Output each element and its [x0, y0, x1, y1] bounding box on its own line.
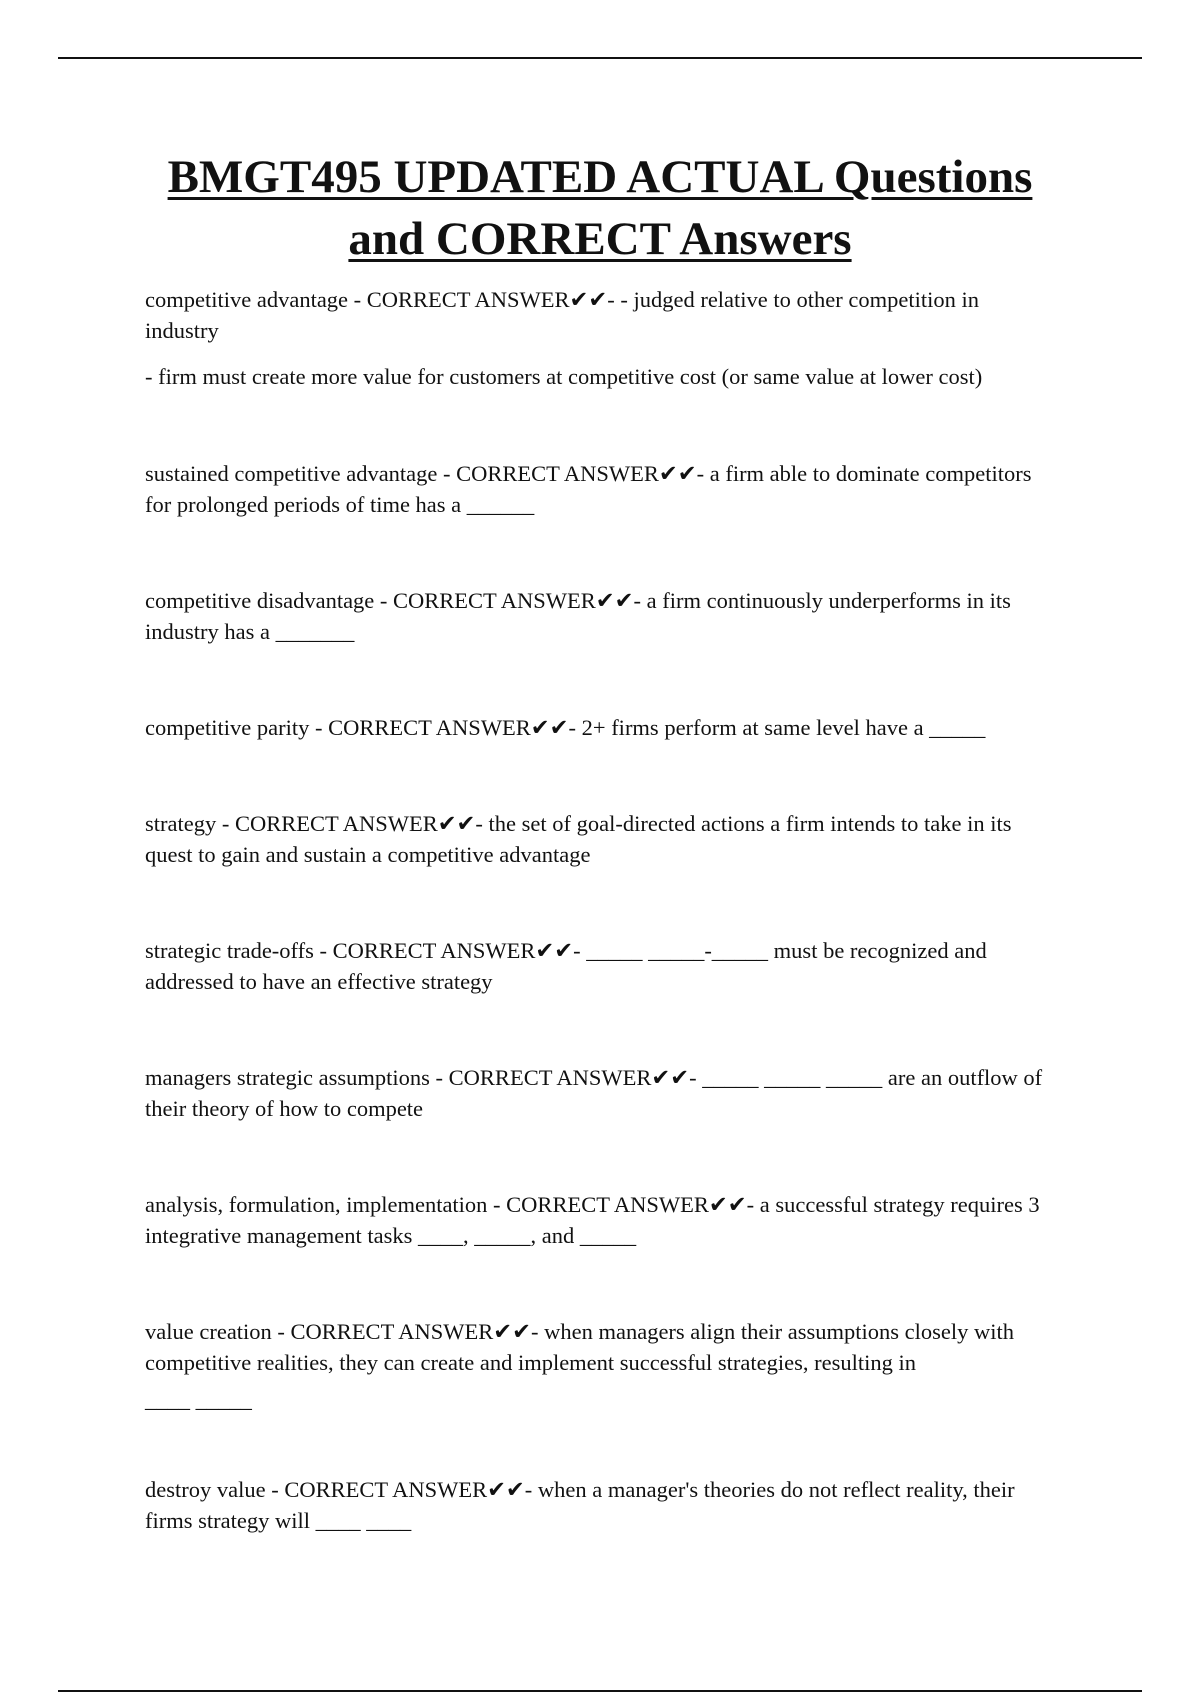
qa-entry-competitive-advantage: competitive advantage - CORRECT ANSWER✔✔- - judged relative to other competition in industry	[145, 287, 979, 343]
qa-entry-competitive-parity: competitive parity - CORRECT ANSWER✔✔- 2+ firms perform at same level have a _____	[145, 715, 986, 740]
qa-entry-value-creation-blank: ____ _____	[145, 1387, 252, 1412]
qa-entry-analysis-formulation-implementation: analysis, formulation, implementation - CORRECT ANSWER✔✔- a successful strategy requires 3 integrative management tasks ____, _____, and _____	[145, 1192, 1040, 1248]
title-line-1: BMGT495 UPDATED ACTUAL Questions	[167, 151, 1033, 203]
qa-entry-strategy: strategy - CORRECT ANSWER✔✔- the set of goal-directed actions a firm intends to take in its quest to gain and sustain a competitive advantage	[145, 811, 1012, 867]
title-line-2: and CORRECT Answers	[348, 213, 852, 265]
document-title	[100, 146, 1100, 270]
qa-entry-sustained-competitive-advantage: sustained competitive advantage - CORRECT ANSWER✔✔- a firm able to dominate competitors for prolonged periods of time has a ______	[145, 461, 1032, 517]
qa-entry-value-creation	[145, 1316, 1055, 1415]
bottom-rule	[58, 1690, 1142, 1692]
qa-entry-value-creation-text: value creation - CORRECT ANSWER✔✔- when managers align their assumptions closely with competitive realities, they can create and implement successful strategies, resulting in	[145, 1319, 1015, 1375]
qa-entry-competitive-disadvantage: competitive disadvantage - CORRECT ANSWER✔✔- a firm continuously underperforms in its industry has a _______	[145, 588, 1011, 644]
qa-entry-destroy-value: destroy value - CORRECT ANSWER✔✔- when a manager's theories do not reflect reality, their firms strategy will ____ ____	[145, 1477, 1015, 1533]
qa-entry-strategic-trade-offs: strategic trade-offs - CORRECT ANSWER✔✔- _____ _____-_____ must be recognized and addressed to have an effective strategy	[145, 938, 987, 994]
qa-entry-managers-strategic-assumptions: managers strategic assumptions - CORRECT ANSWER✔✔- _____ _____ _____ are an outflow of their theory of how to compete	[145, 1065, 1043, 1121]
qa-entry-competitive-advantage-continued: - firm must create more value for customers at competitive cost (or same value at lower cost)	[145, 364, 983, 389]
top-rule	[58, 57, 1142, 59]
